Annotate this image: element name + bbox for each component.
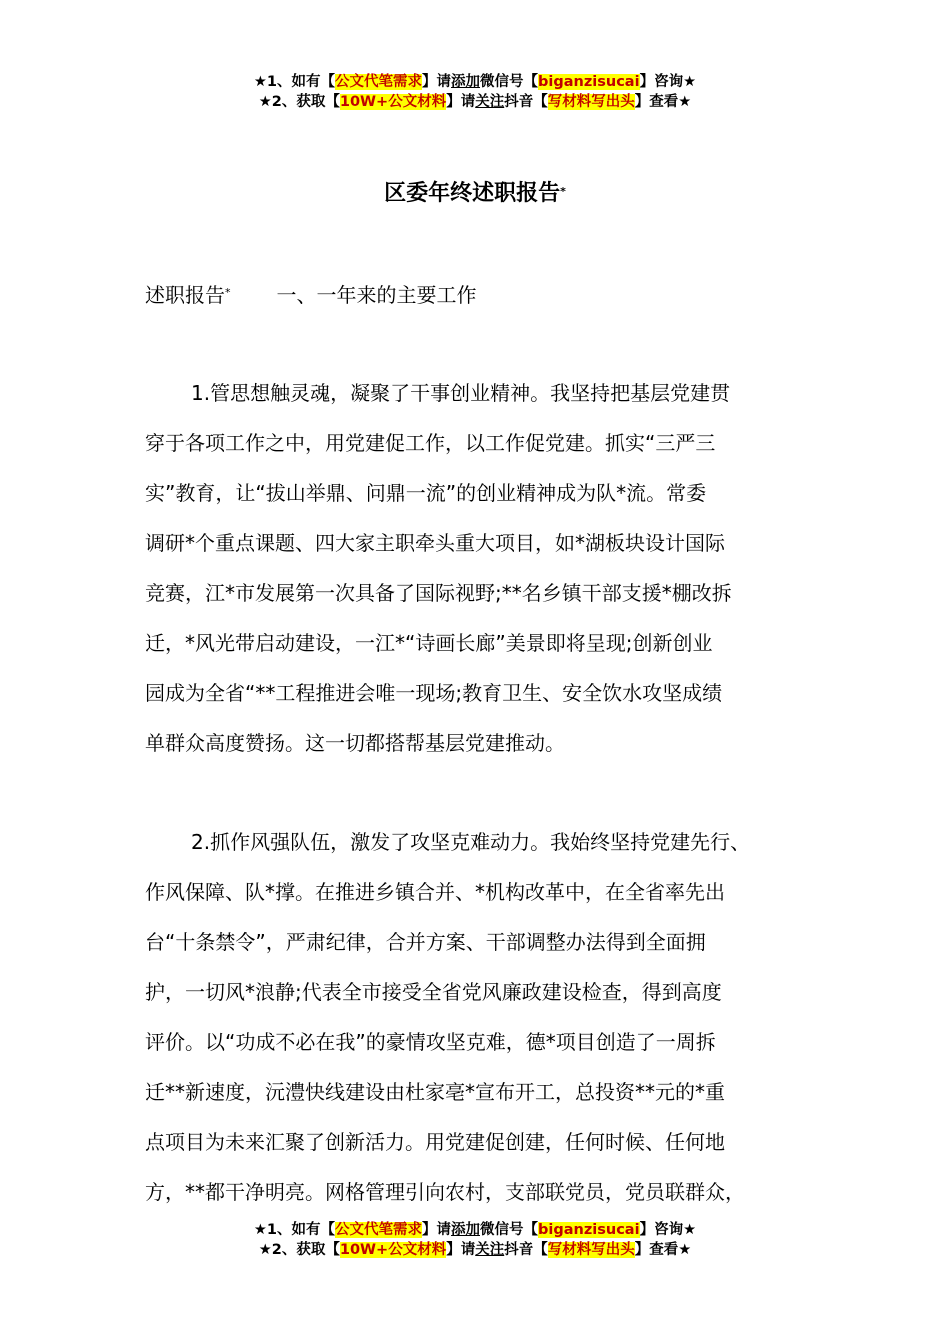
paragraph-1: [145, 368, 825, 768]
paragraph-line: 调研*个重点课题、四大家主职牵头重大项目，如*湖板块设计国际: [145, 531, 725, 555]
banner-line-2: [0, 1240, 950, 1260]
banner-text: 】咨询★: [639, 1222, 697, 1238]
title-mark: *: [560, 185, 566, 198]
banner-highlight: 写材料写出头: [547, 1242, 635, 1258]
banner-highlight: 公文代笔需求: [335, 1222, 423, 1238]
banner-highlight: 10W+公文材料: [339, 1242, 447, 1258]
banner-highlight: 公文代笔需求: [335, 74, 423, 90]
paragraph-line: 竞赛，江*市发展第一次具备了国际视野;**名乡镇干部支援*棚改拆: [145, 581, 732, 605]
paragraph-line: 穿于各项工作之中，用党建促工作，以工作促党建。抓实“三严三: [145, 431, 716, 455]
banner-text: 】请: [422, 74, 452, 90]
bottom-banner: [0, 1220, 950, 1260]
banner-line-1: [0, 72, 950, 92]
paragraph-line: 迁**新速度，沅澧快线建设由杜家亳*宣布开工，总投资**元的*重: [145, 1080, 725, 1104]
paragraph-line: 实”教育，让“拔山举鼎、问鼎一流”的创业精神成为队*流。常委: [145, 481, 707, 505]
banner-underlined: 添加: [451, 1222, 481, 1238]
banner-text: 】请: [446, 1242, 476, 1258]
paragraph-line: 作风保障、队*撑。在推进乡镇合并、*机构改革中，在全省率先出: [145, 880, 725, 904]
banner-text: 】查看★: [634, 94, 692, 110]
banner-underlined: 关注: [475, 94, 505, 110]
banner-text: ★1、如有【: [253, 74, 336, 90]
paragraph-line: 2.抓作风强队伍，激发了攻坚克难动力。我始终坚持党建先行、: [191, 830, 751, 854]
banner-text: 微信号【: [480, 1222, 539, 1238]
section-label: 述职报告: [145, 283, 225, 307]
paragraph-line: 点项目为未来汇聚了创新活力。用党建促创建，任何时候、任何地: [145, 1130, 725, 1154]
banner-text: ★2、获取【: [258, 94, 340, 110]
paragraph-line: 评价。以“功成不必在我”的豪情攻坚克难，德*项目创造了一周拆: [145, 1030, 716, 1054]
banner-text: 抖音【: [504, 1242, 548, 1258]
banner-line-1: [0, 1220, 950, 1240]
banner-text: 】查看★: [634, 1242, 692, 1258]
section-heading-text: 一、一年来的主要工作: [276, 283, 477, 307]
banner-text: 】请: [422, 1222, 452, 1238]
paragraph-line: 方，**都干净明亮。网格管理引向农村，支部联党员，党员联群众，: [145, 1180, 745, 1204]
banner-text: 】请: [446, 94, 476, 110]
title-text: 区委年终述职报告: [384, 181, 561, 206]
section-mark: *: [225, 286, 231, 299]
banner-text: 抖音【: [504, 94, 548, 110]
banner-highlight: 写材料写出头: [547, 94, 635, 110]
banner-text: ★1、如有【: [253, 1222, 336, 1238]
banner-text: 微信号【: [480, 74, 539, 90]
banner-highlight: biganzisucai: [538, 1222, 640, 1238]
paragraph-line: 护，一切风*浪静;代表全市接受全省党风廉政建设检查，得到高度: [145, 980, 722, 1004]
banner-highlight: biganzisucai: [538, 74, 640, 90]
section-heading: [145, 280, 477, 310]
banner-highlight: 10W+公文材料: [339, 94, 447, 110]
paragraph-line: 迁，*风光带启动建设，一江*“诗画长廊”美景即将呈现;创新创业: [145, 631, 713, 655]
paragraph-2: [145, 817, 825, 1217]
paragraph-line: 单群众高度赞扬。这一切都搭帮基层党建推动。: [145, 731, 565, 755]
banner-underlined: 添加: [451, 74, 481, 90]
banner-text: 】咨询★: [639, 74, 697, 90]
top-banner: [0, 72, 950, 112]
paragraph-line: 园成为全省“**工程推进会唯一现场;教育卫生、安全饮水攻坚成绩: [145, 681, 723, 705]
banner-text: ★2、获取【: [258, 1242, 340, 1258]
document-title: [0, 178, 950, 210]
paragraph-line: 台“十条禁令”，严肃纪律，合并方案、干部调整办法得到全面拥: [145, 930, 706, 954]
banner-underlined: 关注: [475, 1242, 505, 1258]
paragraph-line: 1.管思想触灵魂，凝聚了干事创业精神。我坚持把基层党建贯: [191, 381, 731, 405]
banner-line-2: [0, 92, 950, 112]
